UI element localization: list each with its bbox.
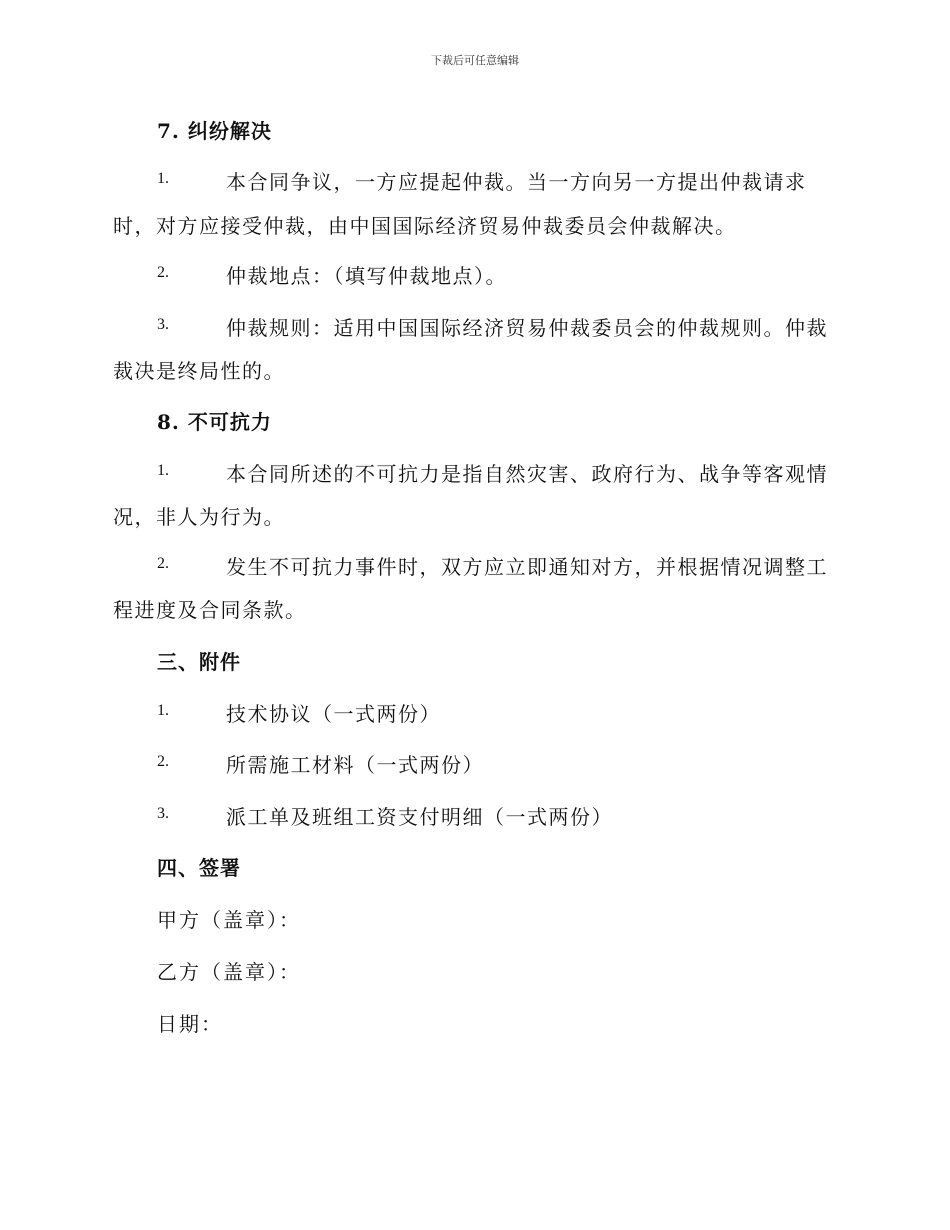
clause-text: 仲裁地点：（填写仲裁地点）。 [226, 264, 507, 288]
item-number: 1. [157, 462, 169, 479]
section-8-heading: 8. 不可抗力 [157, 410, 272, 434]
section-signature-heading: 四、签署 [157, 856, 241, 880]
clause-text: 发生不可抗力事件时，双方应立即通知对方，并根据情况调整工 [226, 555, 828, 579]
clause-text: 仲裁规则：适用中国国际经济贸易仲裁委员会的仲裁规则。仲裁 [226, 316, 828, 340]
attachment-item: 所需施工材料（一式两份） [226, 753, 484, 777]
section-7-heading: 7. 纠纷解决 [157, 119, 272, 143]
item-number: 2. [157, 555, 169, 572]
clause-text-cont: 程进度及合同条款。 [113, 598, 307, 622]
clause-text-cont: 况，非人为行为。 [113, 505, 285, 529]
item-number: 1. [157, 170, 169, 187]
attachment-item: 派工单及班组工资支付明细（一式两份） [226, 805, 613, 829]
clause-text: 本合同争议，一方应提起仲裁。当一方向另一方提出仲裁请求 [226, 170, 807, 194]
party-a-seal-label: 甲方（盖章）： [157, 908, 301, 932]
item-number: 3. [157, 805, 169, 822]
item-number: 2. [157, 264, 169, 281]
date-label: 日期： [157, 1012, 223, 1036]
item-number: 1. [157, 702, 169, 719]
page-header: 下裁后可任意编辑 [431, 54, 519, 67]
clause-text-cont: 时，对方应接受仲裁，由中国国际经济贸易仲裁委员会仲裁解决。 [113, 214, 737, 238]
party-b-seal-label: 乙方（盖章）： [157, 960, 301, 984]
section-attachments-heading: 三、附件 [157, 650, 241, 674]
item-number: 3. [157, 316, 169, 333]
item-number: 2. [157, 753, 169, 770]
clause-text: 本合同所述的不可抗力是指自然灾害、政府行为、战争等客观情 [226, 462, 828, 486]
attachment-item: 技术协议（一式两份） [226, 702, 441, 726]
clause-text-cont: 裁决是终局性的。 [113, 359, 285, 383]
